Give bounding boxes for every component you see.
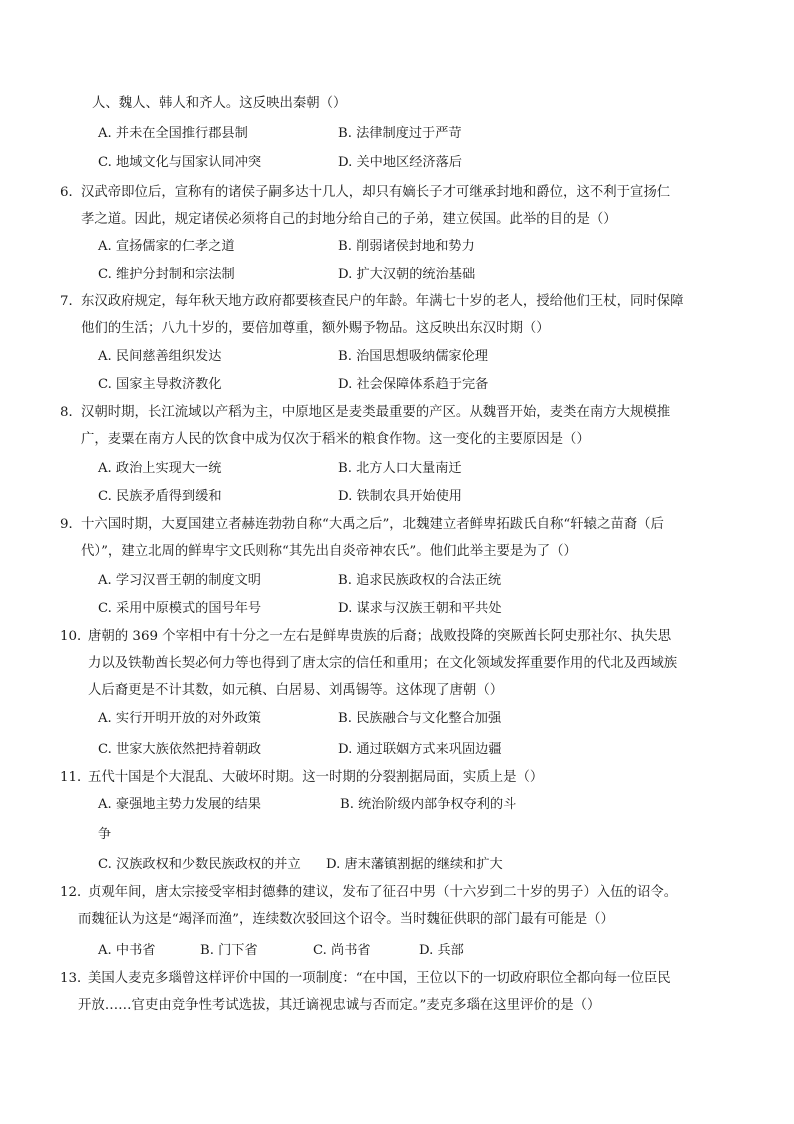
q7-option-d: D. 社会保障体系趋于完备 [338,377,489,392]
q8-option-c: C. 民族矛盾得到缓和 [98,489,222,504]
q12-option-c: C. 尚书省 [313,943,371,958]
q9-option-b: B. 追求民族政权的合法正统 [338,573,502,588]
q10-option-c: C. 世家大族依然把持着朝政 [98,742,262,757]
q12-stem-line1: 贞观年间，唐太宗接受宰相封德彝的建议，发布了征召中男（十六岁到二十岁的男子）入伍的诏令。 [88,885,678,900]
q8-stem-line1: 汉朝时期，长江流域以产稻为主，中原地区是麦类最重要的产区。从魏晋开始，麦类在南方大规模推 [81,405,671,420]
q6-number: 6． [60,185,82,200]
q13-number: 13． [60,971,91,986]
q5-option-b: B. 法律制度过于严苛 [338,126,462,141]
q10-stem-line2: 力以及铁勒酋长契必何力等也得到了唐太宗的信任和重用；在文化领域发挥重要作用的代北及西域族 [88,656,678,671]
q6-option-a: A. 宣扬儒家的仁孝之道 [98,239,235,254]
q9-stem-line1: 十六国时期，大夏国建立者赫连勃勃自称“大禹之后”，北魏建立者鲜卑拓跋氏自称“轩辕之苗裔（后 [81,517,664,532]
q11-option-a: A. 豪强地主势力发展的结果 [98,797,261,812]
q12-option-a: A. 中书省 [98,943,156,958]
q10-number: 10． [60,629,91,644]
q8-option-d: D. 铁制农具开始使用 [338,489,462,504]
q11-stem-line1: 五代十国是个大混乱、大破坏时期。这一时期的分裂割据局面，实质上是（） [88,770,544,785]
q12-number: 12． [60,885,91,900]
q12-option-d: D. 兵部 [419,943,464,958]
q5-option-d: D. 关中地区经济落后 [338,155,462,170]
q8-stem-line2: 广，麦粟在南方人民的饮食中成为仅次于稻米的粮食作物。这一变化的主要原因是（） [81,432,590,447]
q7-stem-line1: 东汉政府规定，每年秋天地方政府都要核查民户的年龄。年满七十岁的老人，授给他们王杖，同时保障 [81,294,684,309]
q11-number: 11． [60,770,91,785]
q8-number: 8． [60,405,82,420]
q6-option-b: B. 削弱诸侯封地和势力 [338,239,475,254]
q7-option-a: A. 民间慈善组织发达 [98,349,222,364]
q11-option-c: C. 汉族政权和少数民族政权的并立 [98,857,301,872]
q10-stem-line3: 人后裔更是不计其数，如元稹、白居易、刘禹锡等。这体现了唐朝（） [88,683,504,698]
q10-stem-line1: 唐朝的 369 个宰相中有十分之一左右是鲜卑贵族的后裔；战败投降的突厥酋长阿史那社尔、执失思 [88,629,672,644]
q10-option-a: A. 实行开明开放的对外政策 [98,711,261,726]
q12-stem-line2: 而魏征认为这是“竭泽而渔”，连续数次驳回这个诏令。当时魏征供职的部门最有可能是（） [78,912,614,927]
q8-option-a: A. 政治上实现大一统 [98,461,222,476]
q11-option-b-continued: 争 [98,827,112,842]
q9-option-a: A. 学习汉晋王朝的制度文明 [98,573,261,588]
q11-option-d: D. 唐末藩镇割据的继续和扩大 [326,857,503,872]
q12-option-b: B. 门下省 [200,943,258,958]
q9-stem-line2: 代）”，建立北周的鲜卑宇文氏则称“其先出自炎帝神农氏”。他们此举主要是为了（） [81,544,577,559]
q9-option-c: C. 采用中原模式的国号年号 [98,601,262,616]
q9-number: 9． [60,517,82,532]
q9-option-d: D. 谋求与汉族王朝和平共处 [338,601,502,616]
q7-stem-line2: 他们的生活；八九十岁的，要倍加尊重，额外赐予物品。这反映出东汉时期（） [81,321,550,336]
q8-option-b: B. 北方人口大量南迁 [338,461,462,476]
q5-option-c: C. 地域文化与国家认同冲突 [98,155,262,170]
q13-stem-line2: 开放……官吏由竞争性考试选拔，其迁谪视忠诚与否而定。”麦克多瑙在这里评价的是（） [78,998,601,1013]
q6-option-d: D. 扩大汉朝的统治基础 [338,267,476,282]
q6-stem-line1: 汉武帝即位后，宣称有的诸侯子嗣多达十几人，却只有嫡长子才可继承封地和爵位，这不利于宣扬仁 [81,185,671,200]
q7-option-b: B. 治国思想吸纳儒家伦理 [338,349,488,364]
q5-option-a: A. 并未在全国推行郡县制 [98,126,248,141]
q6-option-c: C. 维护分封制和宗法制 [98,267,235,282]
q13-stem-line1: 美国人麦克多瑙曾这样评价中国的一项制度：“在中国，王位以下的一切政府职位全都向每一位臣民 [88,971,671,986]
q7-number: 7． [60,294,82,309]
q7-option-c: C. 国家主导救济教化 [98,377,222,392]
q5-stem-line2: 人、魏人、韩人和齐人。这反映出秦朝（） [92,96,347,111]
q10-option-b: B. 民族融合与文化整合加强 [338,711,502,726]
q6-stem-line2: 孝之道。因此，规定诸侯必须将自己的封地分给自己的子弟，建立侯国。此举的目的是（） [81,212,617,227]
q10-option-d: D. 通过联姻方式来巩固边疆 [338,742,502,757]
q11-option-b: B. 统治阶级内部争权夺利的斗 [340,797,517,812]
